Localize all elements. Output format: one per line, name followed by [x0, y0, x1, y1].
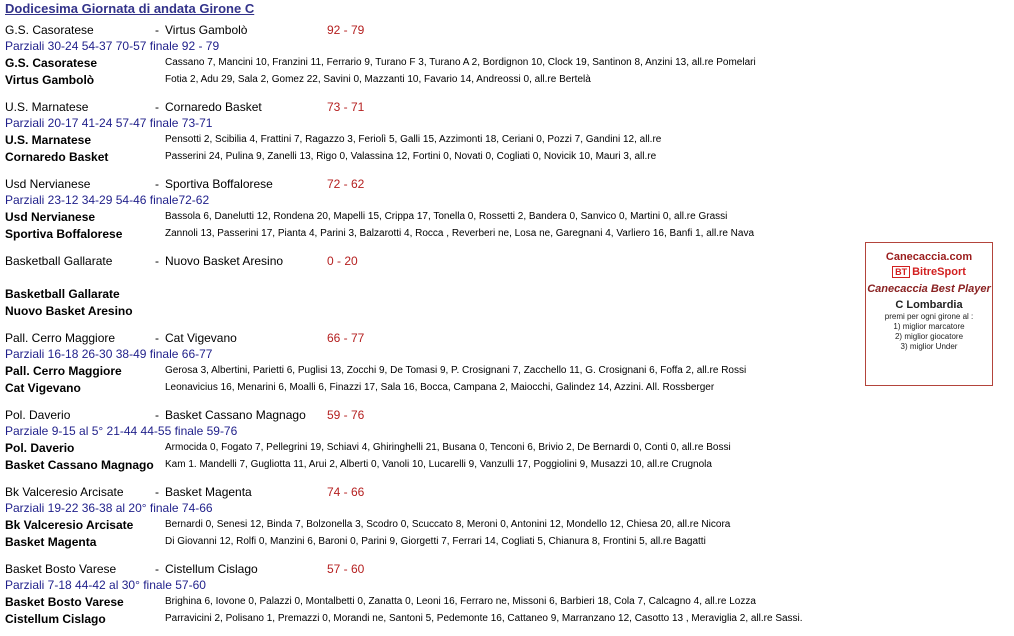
team-name: Cornaredo Basket	[5, 150, 109, 164]
team-roster: Pensotti 2, Scibilia 4, Frattini 7, Ragazzo 3, Feriolì 5, Galli 15, Azzimonti 18, Ceriani 0, Pozzi 7, Gandini 12, all.re	[165, 134, 662, 145]
away-team: Basket Cassano Magnago	[165, 408, 306, 422]
final-score: 59 - 76	[327, 408, 365, 422]
team-roster: Leonavicius 16, Menarini 6, Moalli 6, Finazzi 17, Sala 16, Bocca, Campana 2, Maiocchi, Galindez 14, Azzini. All. Rossberger	[165, 382, 715, 393]
team-roster: Kam 1. Mandelli 7, Gugliotta 11, Arui 2, Alberti 0, Vanoli 10, Lucarelli 9, Vanzulli 17, Poggiolini 9, Musazzi 10, all.re Crugnola	[165, 459, 712, 470]
home-team: Basket Bosto Varese	[5, 562, 117, 576]
team-name: Basket Cassano Magnago	[5, 458, 154, 472]
away-team: Basket Magenta	[165, 485, 252, 499]
award-region: C Lombardia	[895, 299, 963, 311]
award-desc-item: 3) miglior Under	[900, 342, 958, 351]
home-team: G.S. Casoratese	[5, 23, 94, 37]
team-roster: Cassano 7, Mancini 10, Franzini 11, Ferrario 9, Turano F 3, Turano A 2, Bordignon 10, Clock 19, Santinon 8, Anzini 13, all.re Pomelari	[165, 57, 756, 68]
sponsor-logo-icon: BT	[892, 266, 910, 278]
page-title[interactable]: Dodicesima Giornata di andata Girone C	[5, 1, 255, 16]
home-team: Pall. Cerro Maggiore	[5, 331, 116, 345]
sponsor-logo	[866, 266, 992, 278]
home-team: Pol. Daverio	[5, 408, 71, 422]
home-team: Usd Nervianese	[5, 177, 91, 191]
team-roster: Zannoli 13, Passerini 17, Pianta 4, Parini 3, Balzarotti 4, Rocca , Reverberi ne, Losa ne, Garegnani 4, Varliero 16, Banfi 1, all.re Nava	[165, 228, 755, 239]
team-name: Pall. Cerro Maggiore	[5, 364, 122, 378]
partial-scores: Parziali 30-24 54-37 70-57 finale 92 - 79	[5, 39, 220, 53]
team-name: Basket Magenta	[5, 535, 97, 549]
partial-scores: Parziali 19-22 36-38 al 20° finale 74-66	[5, 501, 213, 515]
team-name: Usd Nervianese	[5, 210, 96, 224]
team-name: Virtus Gambolò	[5, 73, 95, 87]
award-title: Canecaccia Best Player	[867, 283, 991, 295]
team-name: Cistellum Cislago	[5, 612, 106, 626]
award-desc-item: 1) miglior marcatore	[893, 322, 965, 331]
team-name: Pol. Daverio	[5, 441, 75, 455]
final-score: 66 - 77	[327, 331, 365, 345]
award-desc-item: 2) miglior giocatore	[894, 332, 964, 341]
separator: -	[155, 562, 159, 576]
team-name: Bk Valceresio Arcisate	[5, 518, 134, 532]
final-score: 72 - 62	[327, 177, 365, 191]
partial-scores: Parziali 23-12 34-29 54-46 finale72-62	[5, 193, 210, 207]
team-roster: Di Giovanni 12, Rolfi 0, Manzini 6, Baroni 0, Parini 9, Giorgetti 7, Ferrari 14, Cogliati 5, Chianura 8, Frontini 5, all.re Bagatti	[165, 536, 706, 547]
team-name: G.S. Casoratese	[5, 56, 98, 70]
separator: -	[155, 177, 159, 191]
partial-scores: Parziale 9-15 al 5° 21-44 44-55 finale 59-76	[5, 424, 238, 438]
team-name: Basketball Gallarate	[5, 287, 120, 301]
team-roster: Gerosa 3, Albertini, Parietti 6, Puglisi 13, Zocchi 9, De Tomasi 9, P. Crosignani 7, Zacchello 11, G. Crosignani 6, Foffa 2, all.re Rossi	[165, 365, 747, 376]
final-score: 0 - 20	[327, 254, 358, 268]
sponsor-name: BitreSport	[912, 266, 966, 278]
team-name: U.S. Marnatese	[5, 133, 92, 147]
separator: -	[155, 100, 159, 114]
team-name: Sportiva Boffalorese	[5, 227, 123, 241]
separator: -	[155, 23, 159, 37]
home-team: U.S. Marnatese	[5, 100, 89, 114]
away-team: Cornaredo Basket	[165, 100, 262, 114]
final-score: 92 - 79	[327, 23, 365, 37]
team-roster: Bernardi 0, Senesi 12, Binda 7, Bolzonella 3, Scodro 0, Scuccato 8, Meroni 0, Antonini 12, Mondello 12, Chiesa 20, all.re Nicora	[165, 519, 731, 530]
team-roster: Passerini 24, Pulina 9, Zanelli 13, Rigo 0, Valassina 12, Fortini 0, Novati 0, Cogliati 0, Novicik 10, Mauri 3, all.re	[165, 151, 657, 162]
team-roster: Fotia 2, Adu 29, Sala 2, Gomez 22, Savini 0, Mazzanti 10, Favario 14, Andreossi 0, all.re Bertelà	[165, 74, 591, 85]
award-desc-intro: premi per ogni girone al :	[884, 312, 974, 321]
final-score: 73 - 71	[327, 100, 365, 114]
team-name: Basket Bosto Varese	[5, 595, 124, 609]
team-name: Cat Vigevano	[5, 381, 81, 395]
away-team: Cat Vigevano	[165, 331, 237, 345]
final-score: 74 - 66	[327, 485, 365, 499]
team-roster: Armocida 0, Fogato 7, Pellegrini 19, Schiavi 4, Ghiringhelli 21, Busana 0, Tenconi 6, Brivio 2, De Bernardi 0, Conti 0, all.re Bossi	[165, 442, 731, 453]
away-team: Virtus Gambolò	[165, 23, 248, 37]
separator: -	[155, 331, 159, 345]
home-team: Basketball Gallarate	[5, 254, 113, 268]
ad-site-name: Canecaccia.com	[885, 251, 973, 263]
award-description	[866, 312, 992, 352]
separator: -	[155, 254, 159, 268]
award-banner[interactable]	[865, 242, 993, 386]
partial-scores: Parziali 7-18 44-42 al 30° finale 57-60	[5, 578, 206, 592]
final-score: 57 - 60	[327, 562, 365, 576]
partial-scores: Parziali 16-18 26-30 38-49 finale 66-77	[5, 347, 213, 361]
separator: -	[155, 408, 159, 422]
team-name: Nuovo Basket Aresino	[5, 304, 133, 318]
team-roster: Parravicini 2, Polisano 1, Premazzi 0, Morandi ne, Santoni 5, Pedemonte 16, Cattaneo 9, Marranzano 12, Casotto 13 , Meraviglia 2, all.re Sassi.	[165, 613, 803, 624]
away-team: Cistellum Cislago	[165, 562, 258, 576]
home-team: Bk Valceresio Arcisate	[5, 485, 124, 499]
away-team: Sportiva Boffalorese	[165, 177, 273, 191]
team-roster: Bassola 6, Danelutti 12, Rondena 20, Mapelli 15, Crippa 17, Tonella 0, Rossetti 2, Bandera 0, Sanvico 0, Martini 0, all.re Grassi	[165, 211, 728, 222]
partial-scores: Parziali 20-17 41-24 57-47 finale 73-71	[5, 116, 213, 130]
away-team: Nuovo Basket Aresino	[165, 254, 284, 268]
team-roster: Brighina 6, Iovone 0, Palazzi 0, Montalbetti 0, Zanatta 0, Leoni 16, Ferraro ne, Missoni 6, Barbieri 18, Cola 7, Calcagno 4, all.re Lozza	[165, 596, 756, 607]
separator: -	[155, 485, 159, 499]
